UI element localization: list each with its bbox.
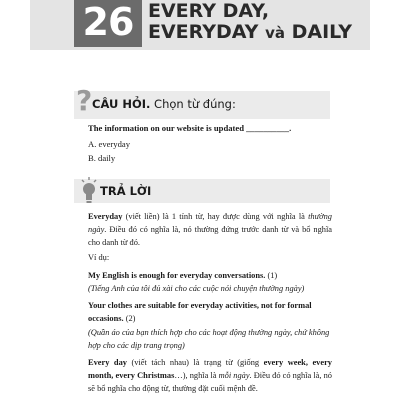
title-line-2: EVERYDAY và DAILY [148, 21, 353, 43]
example-2: Your clothes are suitable for everyday activities, not for formal occasions. (2) [88, 301, 312, 323]
chapter-title [148, 1, 352, 44]
paragraph-every-day: Every day (viết tách nhau) là trạng từ (giống every week, every month, every Christmas…), nghĩa là mỗi ngày. Điều đó có nghĩa là, nó sẽ bổ nghĩa cho động từ, thường đặt cuối mệnh đề. [88, 358, 332, 393]
example-2-translation: (Quần áo của bạn thích hợp cho các hoạt động thường ngày, chứ không hợp cho các dịp trang trọng) [88, 328, 330, 350]
answer-label: TRẢ LỜI [100, 184, 152, 198]
title-line-1: EVERY DAY, [148, 0, 270, 22]
example-1: My English is enough for everyday conversations. (1) [88, 271, 278, 280]
example-1-translation: (Tiếng Anh của tôi đủ xài cho các cuộc nói chuyện thường ngày) [88, 284, 305, 293]
question-text: The information on our website is updated __________. [88, 123, 292, 133]
lightbulb-icon [80, 176, 98, 206]
paragraph-everyday: Everyday (viết liền) là 1 tính từ, hay được dùng với nghĩa là thường ngày. Điều đó có nghĩa là, nó thường đứng trước danh từ và bổ nghĩa cho danh từ đó. [88, 212, 332, 247]
example-label: Ví dụ: [88, 253, 110, 262]
option-b: B. daily [88, 153, 116, 163]
question-mark-icon: ? [76, 84, 93, 117]
chapter-number: 26 [74, 0, 142, 47]
option-a: A. everyday [88, 139, 130, 149]
question-label: CÂU HỎI. Chọn từ đúng: [92, 97, 236, 111]
